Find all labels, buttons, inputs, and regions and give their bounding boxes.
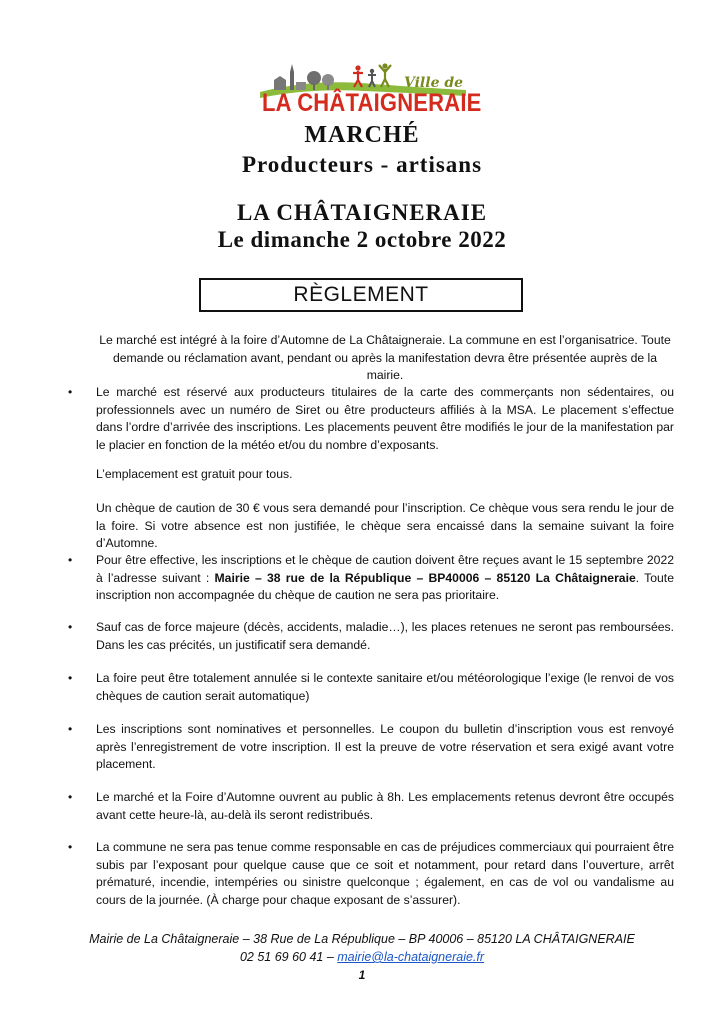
- rule-item-eligibility: [68, 384, 674, 454]
- intro-paragraph: Le marché est intégré à la foire d’Automne de La Châtaigneraie. La commune en est l’organisatrice. Toute demande ou réclamation avant, pendant ou après la manifestation devra être présentée auprès de la mairie.: [99, 333, 671, 382]
- rule-item-nominative: [68, 721, 674, 774]
- section-heading-box: [199, 278, 523, 312]
- bullet-icon: •: [68, 385, 73, 399]
- rule-text: Sauf cas de force majeure (décès, accidents, maladie…), les places retenues ne seront pas remboursées. Dans les cas précités, un justificatif sera demandé.: [96, 620, 674, 652]
- bullet-icon: •: [68, 620, 73, 634]
- market-place: LA CHÂTAIGNERAIE: [236, 200, 488, 225]
- rule-item-liability: [68, 839, 674, 909]
- mairie-address: Mairie – 38 rue de la République – BP40006 – 85120 La Châtaigneraie: [214, 570, 636, 585]
- logo-ville-text: Ville de: [404, 75, 464, 91]
- bullet-icon: •: [68, 790, 73, 804]
- footer-contact: [0, 950, 724, 964]
- rule-text: Les inscriptions sont nominatives et personnelles. Le coupon du bulletin d’inscription vous est renvoyé après l’enregistrement de votre inscription. Il est la preuve de votre réservation et sera exigé avant votre placement.: [96, 722, 674, 771]
- section-heading: RÈGLEMENT: [293, 283, 429, 306]
- market-date: Le dimanche 2 octobre 2022: [217, 227, 507, 252]
- page-number: 1: [358, 968, 366, 982]
- rule-text-start: Pour être effective, les inscriptions et le chèque de caution doivent être reçues avant le 15 septembre 2022 à l’adresse suivant :: [96, 553, 674, 585]
- footer-phone: 02 51 69 60 41 –: [239, 950, 338, 964]
- footer-address: Mairie de La Châtaigneraie – 38 Rue de La République – BP 40006 – 85120 LA CHÂTAIGNERAIE: [89, 932, 635, 946]
- logo-town-name: LA CHÂTAIGNERAIE: [262, 88, 482, 117]
- market-title: MARCHÉ: [304, 122, 420, 148]
- market-subtitle: Producteurs - artisans: [241, 152, 483, 177]
- rule-text: La commune ne sera pas tenue comme responsable en cas de préjudices commerciaux qui pourraient être subis par l’exposant pour quelque cause que ce soit et notamment, pour retard dans l’ouverture, arrêt prématuré, incendie, intempéries ou sinistre quelconque ; également, en cas de vol ou vandalisme au cours de la journée. (À charge pour chaque exposant de s’assurer).: [96, 840, 674, 907]
- town-logo: [254, 60, 482, 130]
- bullet-icon: •: [68, 840, 73, 854]
- rule-text-end: . Toute inscription non accompagnée du chèque de caution ne sera pas prioritaire.: [96, 570, 674, 602]
- rule-item-registration: [68, 552, 674, 605]
- rule-text: Le marché est réservé aux producteurs titulaires de la carte des commerçants non sédentaires, ou professionnels avec un numéro de Siret ou être producteurs affiliés à la MSA. Le placement s’effectue dans l’ordre d’arrivée des inscriptions. Les placements peuvent être modifiés le jour de la manifestation par le placier en fonction de la météo et/ou du nombre d’exposants.: [96, 385, 674, 452]
- rule-item-cancellation: [68, 670, 674, 705]
- bullet-icon: •: [68, 722, 73, 736]
- rule-text: La foire peut être totalement annulée si le contexte sanitaire et/ou météorologique l’exige (le renvoi de vos chèques de caution serait automatique): [96, 671, 674, 703]
- rule-item-refund: [68, 619, 674, 654]
- rule-subparagraph-free: L’emplacement est gratuit pour tous.: [96, 467, 293, 481]
- bullet-icon: •: [68, 671, 73, 685]
- rule-subparagraph-deposit: Un chèque de caution de 30 € vous sera demandé pour l’inscription. Ce chèque vous sera rendu le jour de la foire. Si votre absence est non justifiée, le chèque sera encaissé dans la semaine suivant la foire d’Automne.: [96, 501, 674, 550]
- rule-item-opening-hours: [68, 789, 674, 824]
- footer-email-link[interactable]: mairie@la-chataigneraie.fr: [337, 950, 485, 964]
- bullet-icon: •: [68, 553, 73, 567]
- rule-text: Le marché et la Foire d’Automne ouvrent au public à 8h. Les emplacements retenus devront être occupés avant cette heure-là, au-delà ils seront redistribués.: [96, 790, 674, 822]
